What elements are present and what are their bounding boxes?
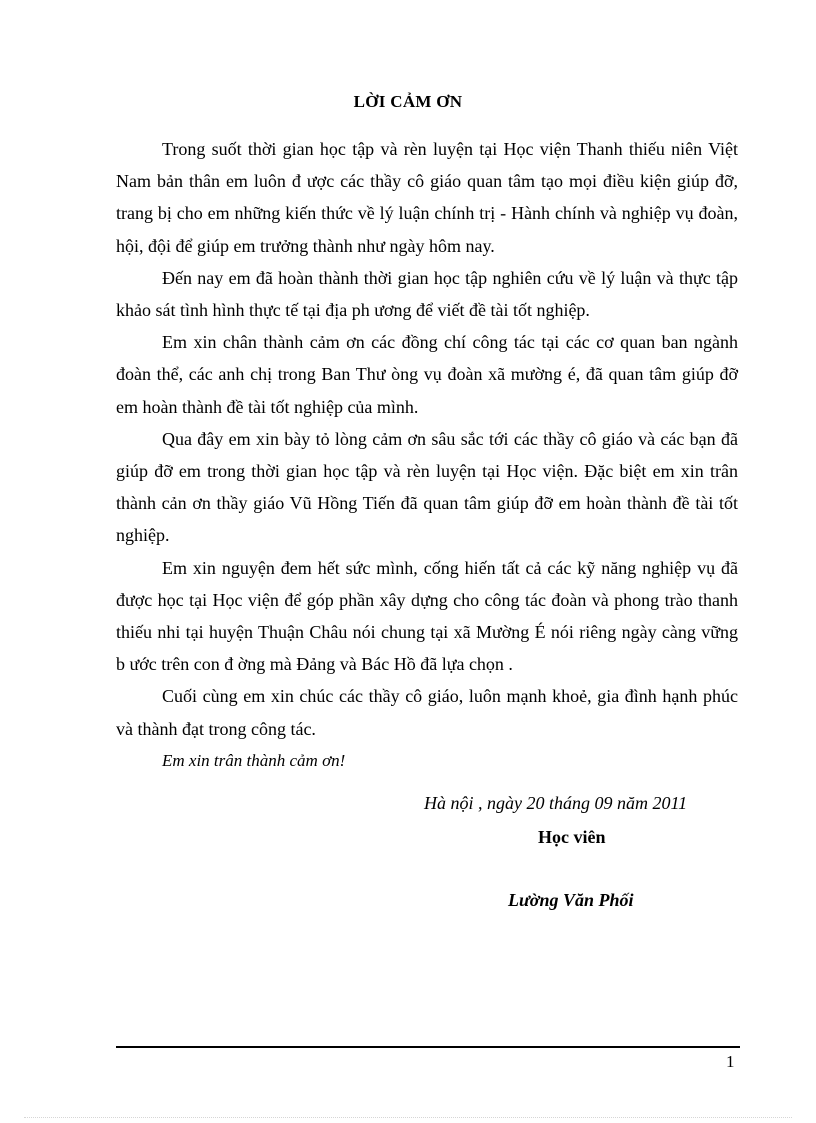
signer-name: Lường Văn Phối bbox=[508, 890, 634, 910]
paragraph-1: Trong suốt thời gian học tập và rèn luyện tại Học viện Thanh thiếu niên Việt Nam bản thân em luôn đ ược các thầy cô giáo quan tâm tạo mọi điều kiện giúp đỡ, trang bị cho em những kiến thức về lý luận chính trị - Hành chính và nghiệp vụ đoàn, hội, đội để giúp em trưởng thành như ngày hôm nay. bbox=[116, 139, 738, 256]
paragraph-2: Đến nay em đã hoàn thành thời gian học tập nghiên cứu về lý luận và thực tập khảo sát tình hình thực tế tại địa ph ương để viết đề tài tốt nghiệp. bbox=[116, 267, 738, 321]
footer-divider bbox=[116, 1046, 740, 1048]
paragraph-4: Qua đây em xin bày tỏ lòng cảm ơn sâu sắc tới các thầy cô giáo và các bạn đã giúp đỡ em trong thời gian học tập và rèn luyện tại Học viện. Đặc biệt em xin trân thành cản ơn thầy giáo Vũ Hồng Tiến đã quan tâm giúp đỡ em hoàn thành đề tài tốt nghiệp. bbox=[116, 428, 738, 546]
paragraph-6: Cuối cùng em xin chúc các thầy cô giáo, luôn mạnh khoẻ, gia đình hạnh phúc và thành đạt trong công tác. bbox=[116, 686, 738, 739]
paragraph-3: Em xin chân thành cảm ơn các đồng chí công tác tại các cơ quan ban ngành đoàn thể, các anh chị trong Ban Thư òng vụ đoàn xã mường é, đã quan tâm giúp đỡ em hoàn thành đề tài tốt nghiệp của mình. bbox=[116, 332, 738, 417]
date-line: Hà nội , ngày 20 tháng 09 năm 2011 bbox=[424, 793, 688, 813]
signer-role: Học viên bbox=[538, 827, 606, 847]
page-bottom-edge bbox=[24, 1117, 792, 1118]
paragraph-5: Em xin nguyện đem hết sức mình, cống hiến tất cả các kỹ năng nghiệp vụ đã được học tại Học viện để góp phần xây dựng cho công tác đoàn và phong trào thanh thiếu nhi tại huyện Thuận Châu nói chung tại xã Mường É nói riêng ngày càng vững b ước trên con đ ờng mà Đảng và Bác Hồ đã lựa chọn . bbox=[116, 557, 738, 675]
page-title: LỜI CẢM ƠN bbox=[353, 92, 463, 111]
letter-body bbox=[116, 133, 738, 777]
closing-line: Em xin trân thành cảm ơn! bbox=[162, 750, 346, 770]
page-number: 1 bbox=[726, 1052, 735, 1071]
